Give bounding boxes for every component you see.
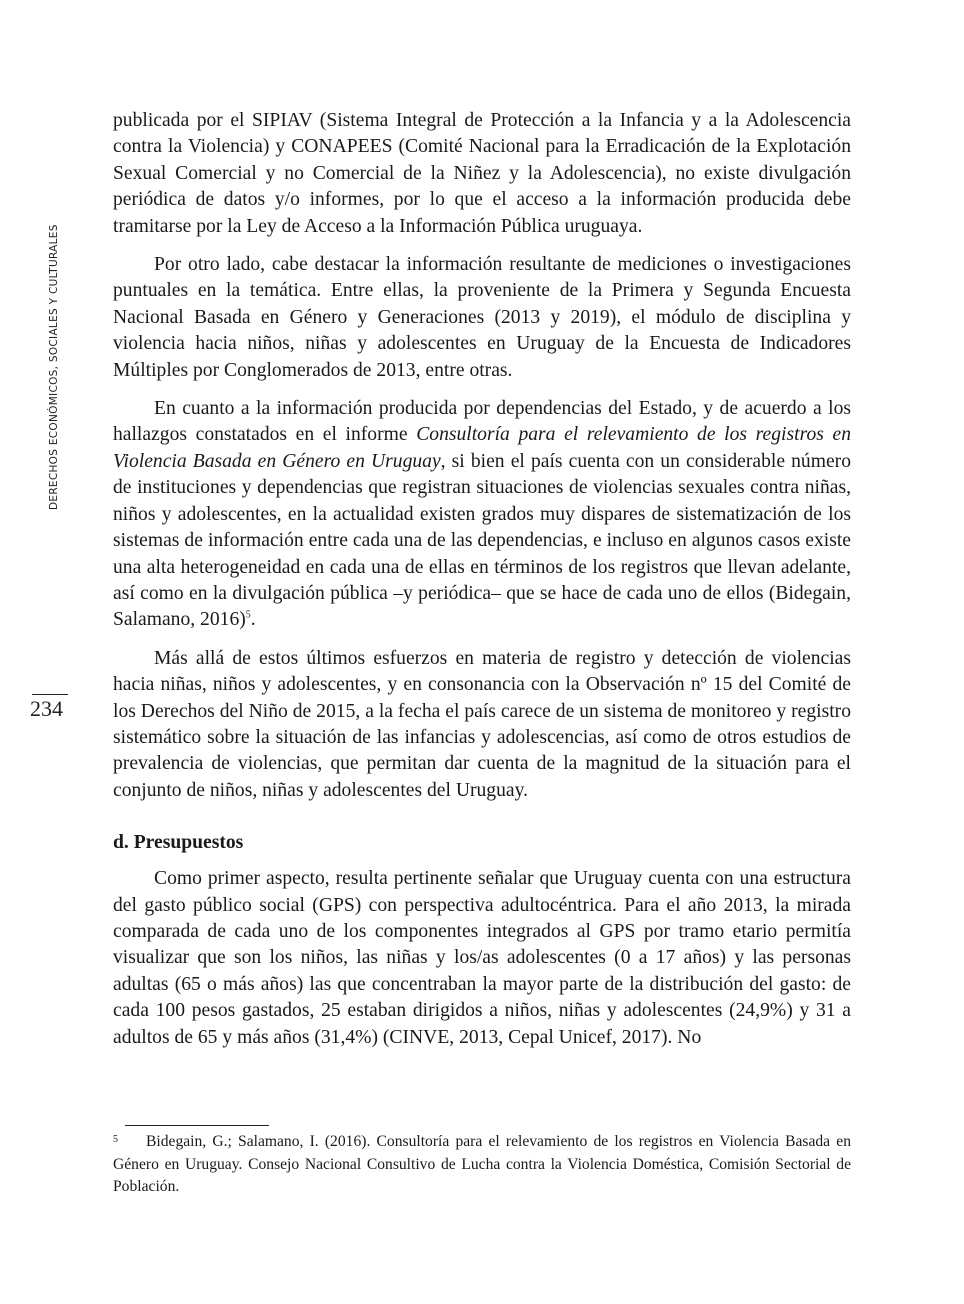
paragraph-3 (113, 396, 851, 634)
section-heading: d. Presupuestos (113, 832, 244, 854)
footnote-text: Bidegain, G.; Salamano, I. (2016). Consultoría para el relevamiento de los registros en Violencia Basada en Género en Uruguay. Consejo Nacional Consultivo de Lucha contra la Violencia Doméstica, Comisión Sectorial de Población. (113, 1133, 851, 1195)
running-header-vertical: DERECHOS ECONÓMICOS, SOCIALES Y CULTURALES (48, 224, 60, 510)
report-title-italic: Consultoría para el relevamiento de los registros en Violencia Basada en Género en Uruguay (113, 424, 852, 472)
footnote (113, 1131, 851, 1199)
paragraph-3-end: . (250, 609, 256, 631)
paragraph-3-text-b: , si bien el país cuenta con un considerable número de instituciones y dependencias que registran situaciones de violencias sexuales contra niñas, niños y adolescentes, en la actualidad existen grados muy dispares de sistematización de los sistemas de información entre cada una de las dependencias, e incluso en algunos casos existe una alta heterogeneidad en cada una de ellas en términos de los registros que llevan adelante, así como en la divulgación pública –y periódica– que se hace de cada uno de ellos (Bidegain, Salamano, 2016) (113, 450, 851, 631)
footnote-mark: 5 (113, 1134, 118, 1145)
paragraph-5: Como primer aspecto, resulta pertinente señalar que Uruguay cuenta con una estructura del gasto público social (GPS) con perspectiva adultocéntrica. Para el año 2013, la mirada comparada de cada uno de los componentes integrados al GPS por tramo etario permitía visualizar que son los niños, las niñas y los/as adolescentes (0 a 17 años) y las personas adultas (65 o más años) las que concentraban la mayor parte de la distribución del gasto: de cada 100 pesos gastados, 25 estaban dirigidos a niños, niñas y adolescentes (24,9%) y 31 a adultos de 65 y más años (31,4%) (CINVE, 2013, Cepal Unicef, 2017). No (113, 868, 851, 1048)
paragraph-3-text-a: En cuanto a la información producida por dependencias del Estado, y de acuerdo a los hallazgos constatados en el informe (113, 398, 851, 446)
paragraph-4: Más allá de estos últimos esfuerzos en materia de registro y detección de violencias hacia niñas, niños y adolescentes, y en consonancia con la Observación nº 15 del Comité de los Derechos del Niño de 2015, a la fecha el país carece de un sistema de monitoreo y registro sistemático sobre la situación de las infancias y adolescencias, así como de otros estudios de prevalencia de violencias, que permitan dar cuenta de la magnitud de la situación para el conjunto de niños, niñas y adolescentes del Uruguay. (113, 647, 851, 801)
footnote-separator (125, 1125, 269, 1126)
page-number: 234 (30, 696, 63, 721)
footnote-reference[interactable]: 5 (245, 609, 251, 621)
body-text (113, 108, 851, 1063)
page-number-rule (32, 694, 68, 695)
paragraph-2: Por otro lado, cabe destacar la información resultante de mediciones o investigaciones puntuales en la temática. Entre ellas, la proveniente de la Primera y Segunda Encuesta Nacional Basada en Género y Generaciones (2013 y 2019), el módulo de disciplina y violencia hacia niños, niñas y adolescentes en Uruguay de la Encuesta de Indicadores Múltiples por Conglomerados de 2013, entre otras. (113, 254, 851, 381)
paragraph-1: publicada por el SIPIAV (Sistema Integral de Protección a la Infancia y a la Adolescencia contra la Violencia) y CONAPEES (Comité Nacional para la Erradicación de la Explotación Sexual Comercial y no Comercial de la Niñez y la Adolescencia), no existe divulgación periódica de datos y/o informes, por lo que el acceso a la información producida debe tramitarse por la Ley de Acceso a la Información Pública uruguaya. (113, 110, 851, 237)
